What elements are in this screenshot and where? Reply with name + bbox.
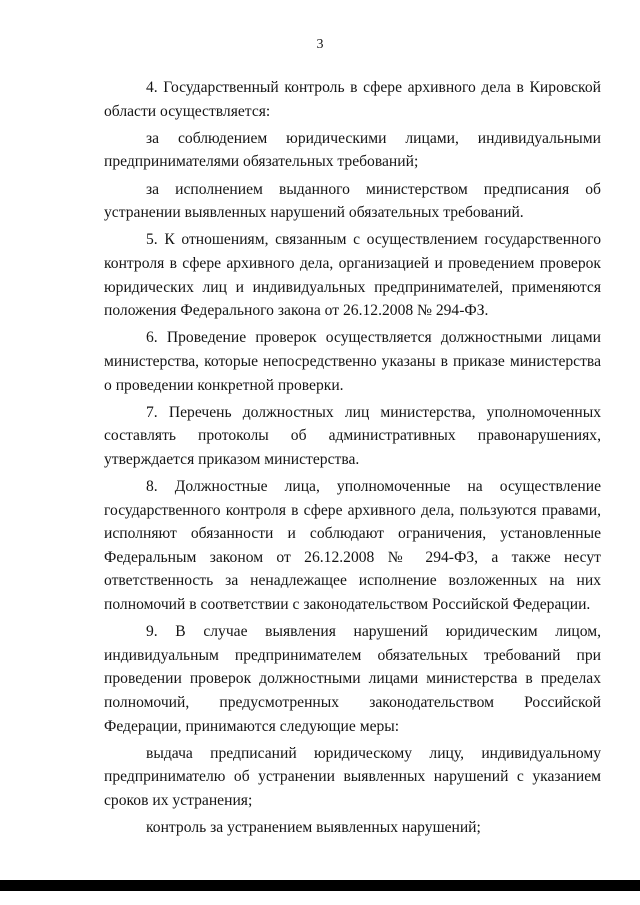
paragraph-6: 6. Проведение проверок осуществляется должностными лицами министерства, которые непосредственно указаны в приказе министерства о проведении конкретной проверки. [104, 329, 601, 394]
paragraph-9-item-1: выдача предписаний юридическому лицу, индивидуальному предпринимателю об устранении выявленных нарушений с указанием сроков их устранения; [104, 744, 601, 809]
scan-bottom-border [0, 880, 640, 891]
page-number: 3 [316, 37, 324, 52]
paragraph-4-item-2: за исполнением выданного министерством предписания об устранении выявленных нарушений обязательных требований. [104, 180, 601, 222]
paragraph-9: 9. В случае выявления нарушений юридическим лицом, индивидуальным предпринимателем обязательных требований при проведении проверок должностными лицами министерства в пределах полномочий, предусмотренных законодательством Российской Федерации, принимаются следующие меры: [104, 623, 601, 735]
paragraph-4-item-1: за соблюдением юридическими лицами, индивидуальными предпринимателями обязательных требований; [104, 129, 601, 171]
paragraph-5: 5. К отношениям, связанным с осуществлением государственного контроля в сфере архивного дела, организацией и проведением проверок юридических лиц и индивидуальных предпринимателей, применяются положения Федерального закона от 26.12.2008 № 294-ФЗ. [104, 231, 601, 320]
paragraph-4: 4. Государственный контроль в сфере архивного дела в Кировской области осуществляется: [104, 79, 601, 120]
paragraph-9-item-2: контроль за устранением выявленных нарушений; [146, 819, 481, 837]
paragraph-7: 7. Перечень должностных лиц министерства, уполномоченных составлять протоколы об административных правонарушениях, утверждается приказом министерства. [104, 403, 601, 468]
document-body [104, 76, 601, 840]
paragraph-8: 8. Должностные лица, уполномоченные на осуществление государственного контроля в сфере архивного дела, пользуются правами, исполняют обязанности и соблюдают ограничения, установленные Федеральным законом от 26.12.2008 № 294-ФЗ, а также несут ответственность за ненадлежащее исполнение возложенных на них полномочий в соответствии с законодательством Российской Федерации. [104, 478, 601, 614]
